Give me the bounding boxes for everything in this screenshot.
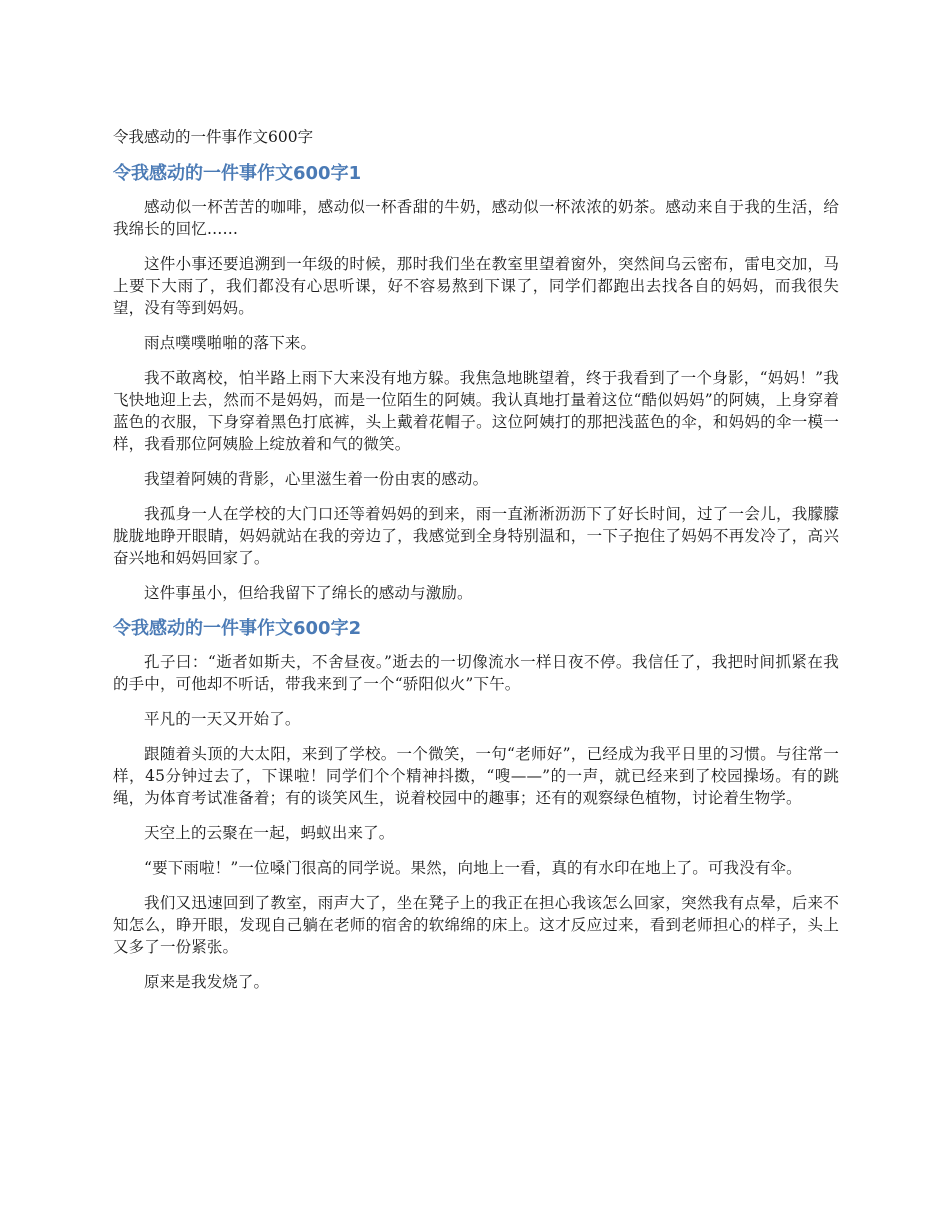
paragraph: 这件小事还要追溯到一年级的时候，那时我们坐在教室里望着窗外，突然间乌云密布，雷电交加，马上要下大雨了，我们都没有心思听课，好不容易熬到下课了，同学们都跑出去找各自的妈妈，而我很失望，没有等到妈妈。 [113,255,839,317]
paragraph: 天空上的云聚在一起，蚂蚁出来了。 [144,824,395,842]
paragraph: 孔子曰：“逝者如斯夫，不舍昼夜。”逝去的一切像流水一样日夜不停。我信任了，我把时间抓紧在我的手中，可他却不听话，带我来到了一个“骄阳似火”下午。 [113,653,839,693]
paragraph: 我们又迅速回到了教室，雨声大了，坐在凳子上的我正在担心我该怎么回家，突然我有点晕，后来不知怎么，睁开眼，发现自己躺在老师的宿舍的软绵绵的床上。这才反应过来，看到老师担心的样子，头上又多了一份紧张。 [113,894,839,956]
paragraph: 平凡的一天又开始了。 [144,710,301,728]
section-heading: 令我感动的一件事作文600字1 [113,163,362,184]
section-heading: 令我感动的一件事作文600字2 [113,618,362,639]
paragraph: 这件事虽小，但给我留下了绵长的感动与激励。 [144,584,473,602]
paragraph: 感动似一杯苦苦的咖啡，感动似一杯香甜的牛奶，感动似一杯浓浓的奶茶。感动来自于我的生活，给我绵长的回忆…… [113,198,839,238]
section-1 [113,162,839,604]
document-page [113,126,839,1006]
paragraph: 原来是我发烧了。 [144,973,270,991]
paragraph: “要下雨啦！”一位嗓门很高的同学说。果然，向地上一看，真的有水印在地上了。可我没有伞。 [144,859,802,877]
paragraph: 我不敢离校，怕半路上雨下大来没有地方躲。我焦急地眺望着，终于我看到了一个身影，“妈妈！”我飞快地迎上去，然而不是妈妈，而是一位陌生的阿姨。我认真地打量着这位“酷似妈妈”的阿姨，上身穿着蓝色的衣服，下身穿着黑色打底裤，头上戴着花帽子。这位阿姨打的那把浅蓝色的伞，和妈妈的伞一模一样，我看那位阿姨脸上绽放着和气的微笑。 [113,369,839,453]
document-title: 令我感动的一件事作文600字 [113,128,314,146]
paragraph: 我孤身一人在学校的大门口还等着妈妈的到来，雨一直淅淅沥沥下了好长时间，过了一会儿，我朦朦胧胧地睁开眼睛，妈妈就站在我的旁边了，我感觉到全身特别温和，一下子抱住了妈妈不再发冷了，高兴奋兴地和妈妈回家了。 [113,505,839,567]
paragraph: 跟随着头顶的大太阳，来到了学校。一个微笑，一句“老师好”，已经成为我平日里的习惯。与往常一样，45分钟过去了，下课啦！同学们个个精神抖擞，“嗖——”的一声，就已经来到了校园操场。有的跳绳，为体育考试准备着；有的谈笑风生，说着校园中的趣事；还有的观察绿色植物，讨论着生物学。 [113,745,839,807]
section-2 [113,617,839,993]
paragraph: 我望着阿姨的背影，心里滋生着一份由衷的感动。 [144,470,489,488]
paragraph: 雨点噗噗啪啪的落下来。 [144,334,317,352]
